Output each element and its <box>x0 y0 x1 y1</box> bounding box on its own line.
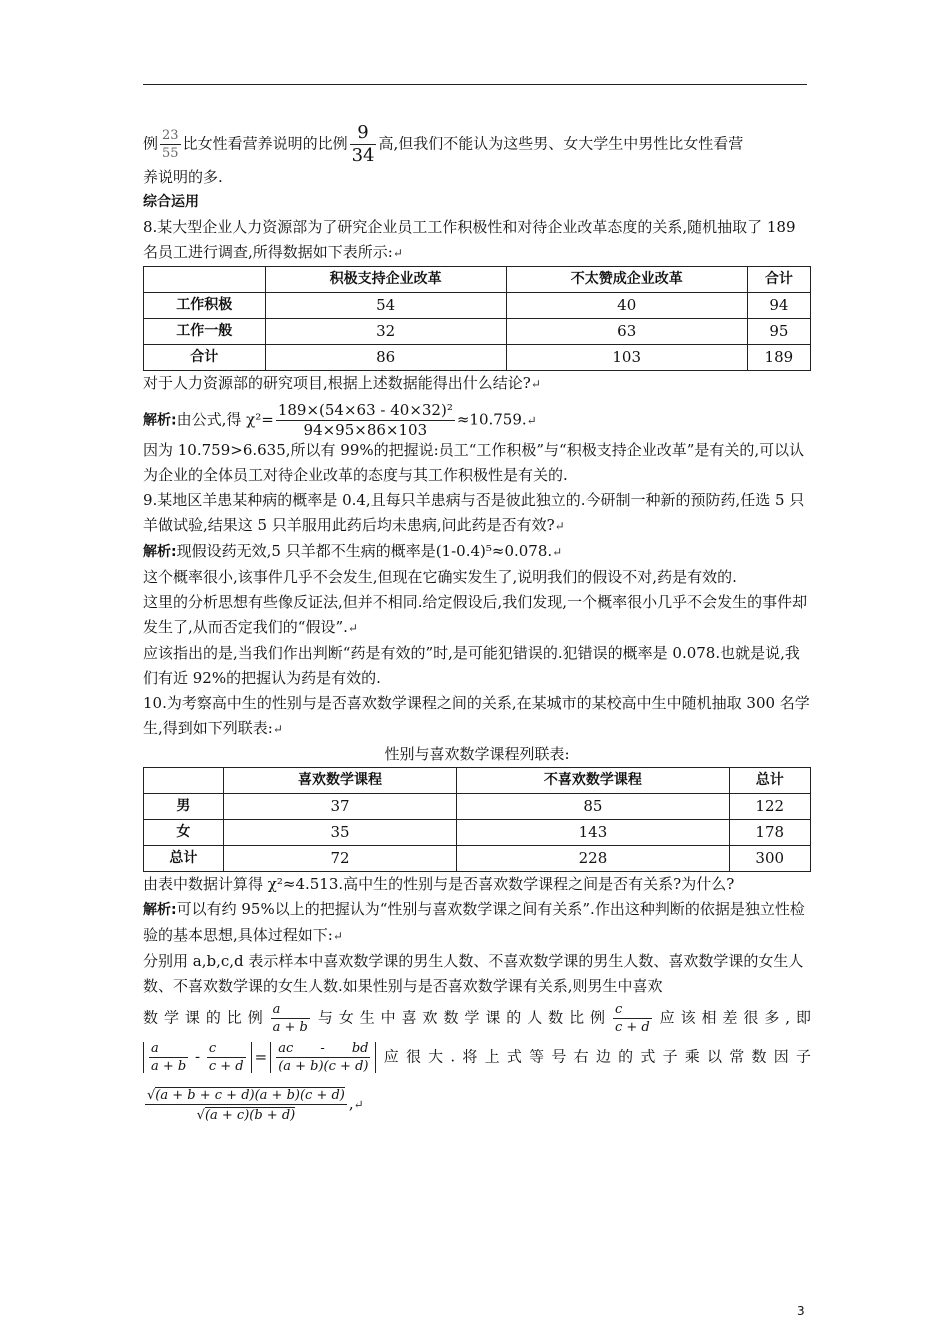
intro-line-1: 例 $\frac{23}{55}$ 比女性看营养说明的比例 $\frac{9}{34}$ 高,但我们不能认为这些男、女大学生中男性比女性看营 <box>143 122 744 166</box>
table-row: 男 37 85 122 <box>144 794 811 820</box>
return-mark-icon: ↵ <box>554 519 565 533</box>
table-header-row: 积极支持企业改革 不太赞成企业改革 合计 <box>144 267 811 293</box>
fraction-23-55: $\frac{23}{55}$ <box>162 128 179 161</box>
q9-p2: 这里的分析思想有些像反证法,但并不相同.给定假设后,我们发现,一个概率很小几乎不会发生的事件却发生了,从而否定我们的“假设”.↵ <box>143 593 808 636</box>
q10-table <box>143 767 811 872</box>
return-mark-icon: ↵ <box>552 545 563 559</box>
q9-solution: 解析:现假设药无效,5 只羊都不生病的概率是(1-0.4)⁵≈0.078.↵ <box>143 542 563 560</box>
fraction-9-34: $\frac{9}{34}$ <box>351 122 375 166</box>
q8-formula: 解析:由公式,得 χ²= $\frac{\text{189×(54×63 - 40×32)²}}{94\times 95\times 86\times 103}$ ≈10.759.↵ <box>143 401 537 439</box>
return-mark-icon: ↵ <box>332 929 343 943</box>
table-header-row: 喜欢数学课程 不喜欢数学课程 总计 <box>144 768 811 794</box>
return-mark-icon: ↵ <box>392 246 403 260</box>
fraction-c-over-c-plus-d: $\frac{c}{c + d}$ <box>614 1002 650 1035</box>
q10-text: 10.为考察高中生的性别与是否喜欢数学课程之间的关系,在某城市的某校高中生中随机抽取 300 名学生,得到如下列联表:↵ <box>143 694 810 737</box>
table-row: 合计 86 103 189 <box>144 345 811 371</box>
document-body <box>143 124 811 1122</box>
sqrt-factor-fraction: $\frac{√(a + b + c + d)(a + b)(c + d)}{√(a + c)(b + d)}$ <box>147 1088 345 1123</box>
q8-after: 对于人力资源部的研究项目,根据上述数据能得出什么结论?↵ <box>143 374 541 392</box>
q9-p3: 应该指出的是,当我们作出判断“药是有效的”时,是可能犯错误的.犯错误的概率是 0.078.也就是说,我们有近 92%的把握认为药是有效的. <box>143 644 800 687</box>
fraction-a-over-a-plus-b: $\frac{a}{a + b}$ <box>272 1002 308 1035</box>
abs-difference: $\frac{a}{a + b}$ - $\frac{c}{c + d}$ <box>143 1042 252 1073</box>
q10-p2: 数学课的比例 $\frac{a}{a + b}$ 与女生中喜欢数学课的人数比例 $\frac{c}{c + d}$ 应该相差很多,即 <box>143 1002 811 1035</box>
return-mark-icon: ↵ <box>353 1097 364 1112</box>
q9-text: 9.某地区羊患某种病的概率是 0.4,且每只羊患病与否是彼此独立的.今研制一种新的预防药,任选 5 只羊做试验,结果这 5 只羊服用此药后均未患病,问此药是否有效?↵ <box>143 491 805 534</box>
q8-conclusion: 因为 10.759>6.635,所以有 99%的把握说:员工“工作积极”与“积极支持企业改革”是有关的,可以认为企业的全体员工对待企业改革的态度与其工作积极性是有关的. <box>143 441 805 484</box>
table-row: 工作一般 32 63 95 <box>144 319 811 345</box>
return-mark-icon: ↵ <box>272 722 283 736</box>
return-mark-icon: ↵ <box>526 413 537 428</box>
q10-p3: $\frac{a}{a + b}$ - $\frac{c}{c + d}$ = $\frac{ac - bd}{(a + b)(c + d)}$ 应很大.将上式等号右边的式子乘以常数因子 <box>143 1042 811 1073</box>
table-row: 工作积极 54 40 94 <box>144 293 811 319</box>
q10-caption: 性别与喜欢数学课程列联表: <box>384 745 570 763</box>
q10-p4: $\frac{√(a + b + c + d)(a + b)(c + d)}{√(a + c)(b + d)}$ ,↵ <box>147 1088 364 1123</box>
q8-text: 8.某大型企业人力资源部为了研究企业员工工作积极性和对待企业改革态度的关系,随机抽取了 189 名员工进行调查,所得数据如下表所示:↵ <box>143 218 796 261</box>
table-row: 女 35 143 178 <box>144 820 811 846</box>
header-rule <box>143 84 807 85</box>
return-mark-icon: ↵ <box>530 377 541 391</box>
chi-square-fraction: $\frac{\text{189×(54×63 - 40×32)²}}{94\times 95\times 86\times 103}$ <box>277 401 453 439</box>
q9-p1: 这个概率很小,该事件几乎不会发生,但现在它确实发生了,说明我们的假设不对,药是有效的. <box>143 568 737 586</box>
abs-ratio: $\frac{ac - bd}{(a + b)(c + d)}$ <box>270 1042 376 1073</box>
q8-table <box>143 266 811 371</box>
page-number: 3 <box>797 1304 805 1318</box>
q10-p1: 分别用 a,b,c,d 表示样本中喜欢数学课的男生人数、不喜欢数学课的男生人数、喜欢数学课的女生人数、不喜欢数学课的女生人数.如果性别与是否喜欢数学课有关系,则男生中喜欢 <box>143 952 804 995</box>
q10-after: 由表中数据计算得 χ²≈4.513.高中生的性别与是否喜欢数学课程之间是否有关系?为什么? <box>143 875 735 893</box>
q10-solution: 解析:可以有约 95%以上的把握认为“性别与喜欢数学课之间有关系”.作出这种判断的依据是独立性检验的基本思想,具体过程如下:↵ <box>143 900 805 944</box>
table-row: 总计 72 228 300 <box>144 846 811 872</box>
section-heading: 综合运用 <box>143 194 199 210</box>
return-mark-icon: ↵ <box>347 621 358 635</box>
intro-line-2: 养说明的多. <box>143 168 223 186</box>
